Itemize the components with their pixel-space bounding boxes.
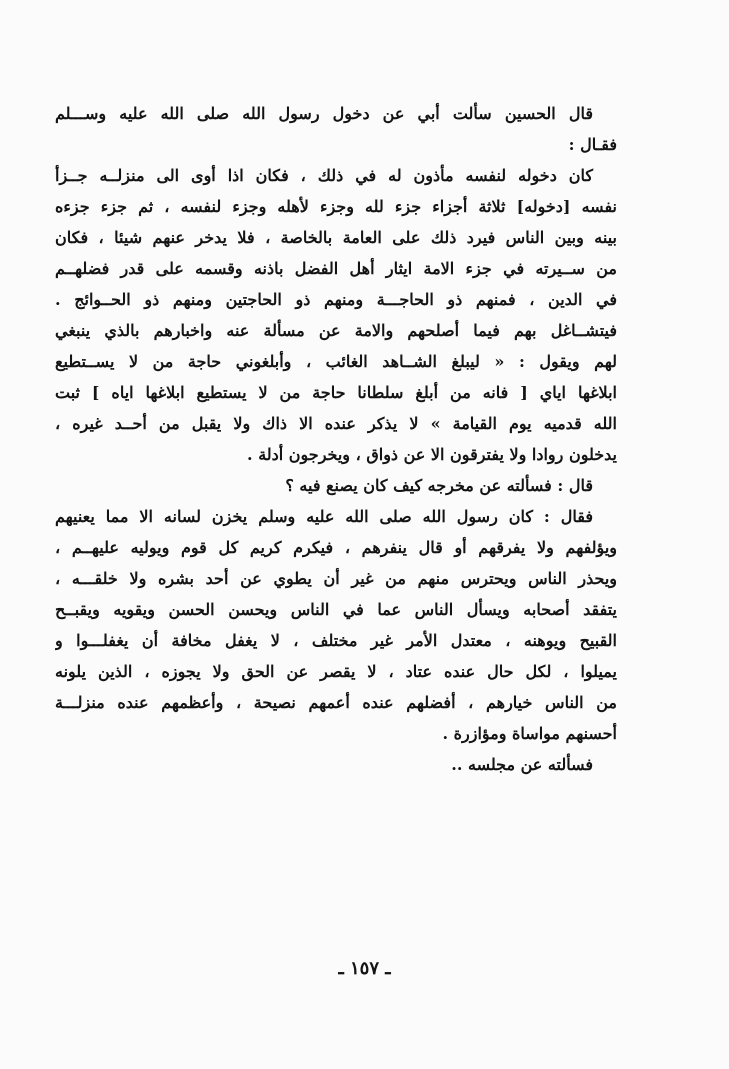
text-line: في الدين ، فمنهم ذو الحاجـــة ومنهم ذو الحاجتين ومنهم ذو الحــوائج . bbox=[55, 290, 617, 309]
text-line: القبيح ويوهنه ، معتدل الأمر غير مختلف ، لا يغفل مخافة أن يغفلـــوا و bbox=[55, 631, 617, 650]
text-line: ويؤلفهم ولا يفرقهم أو قال ينفرهم ، فيكرم كريم كل قوم ويوليه عليهــم ، bbox=[55, 538, 617, 557]
text-line: فقـال : bbox=[568, 135, 617, 154]
text-line: الله قدميه يوم القيامة » لا يذكر عنده الا ذاك ولا يقبل من أحــد غيره ، bbox=[55, 414, 617, 433]
text-line: أحسنهم مواساة ومؤازرة . bbox=[442, 724, 617, 743]
text-line: بينه وبين الناس فيرد ذلك على العامة بالخاصة ، فلا يدخر عنهم شيئا ، فكان bbox=[55, 228, 617, 247]
text-line: قال الحسين سألت أبي عن دخول رسول الله صلى الله عليه وســـلم bbox=[55, 104, 594, 123]
text-line: فقال : كان رسول الله صلى الله عليه وسلم يخزن لسانه الا مما يعنيهم bbox=[55, 507, 593, 526]
text-line: فسألته عن مجلسه .. bbox=[451, 755, 593, 774]
text-line: يدخلون روادا ولا يفترقون الا عن ذواق ، ويخرجون أدلة . bbox=[247, 445, 617, 464]
page-text bbox=[55, 98, 617, 780]
page-number: ـ ١٥٧ ـ bbox=[338, 958, 391, 979]
text-line: قال : فسألته عن مخرجه كيف كان يصنع فيه ؟ bbox=[285, 476, 593, 495]
text-line: ويحذر الناس ويحترس منهم من غير أن يطوي عن أحد بشره ولا خلقـــه ، bbox=[55, 569, 617, 588]
text-line: نفسه [دخوله] ثلاثة أجزاء جزء لله وجزء لأهله وجزء لنفسه ، ثم جزء جزءه bbox=[55, 197, 617, 216]
text-line: يميلوا ، لكل حال عنده عتاد ، لا يقصر عن الحق ولا يجوزه ، الذين يلونه bbox=[55, 662, 617, 681]
text-line: كان دخوله لنفسه مأذون له في ذلك ، فكان اذا أوى الى منزلــه جــزأ bbox=[55, 166, 593, 185]
text-line: لهم ويقول : « ليبلغ الشــاهد الغائب ، وأبلغوني حاجة من لا يســتطيع bbox=[55, 352, 617, 371]
text-line: يتفقد أصحابه ويسأل الناس عما في الناس ويحسن الحسن ويقويه ويقبــح bbox=[55, 600, 617, 619]
text-line: ابلاغها اياي [ فانه من أبلغ سلطانا حاجة من لا يستطيع ابلاغها اياه ] ثبت bbox=[55, 383, 617, 402]
text-line: فيتشــاغل بهم فيما أصلحهم والامة عن مسألة عنه واخبارهم بالذي ينبغي bbox=[55, 321, 617, 340]
text-line: من الناس خيارهم ، أفضلهم عنده أعمهم نصيحة ، وأعظمهم عنده منزلـــة bbox=[55, 693, 617, 712]
text-line: من ســيرته في جزء الامة ايثار أهل الفضل باذنه وقسمه على قدر فضلهــم bbox=[55, 259, 617, 278]
